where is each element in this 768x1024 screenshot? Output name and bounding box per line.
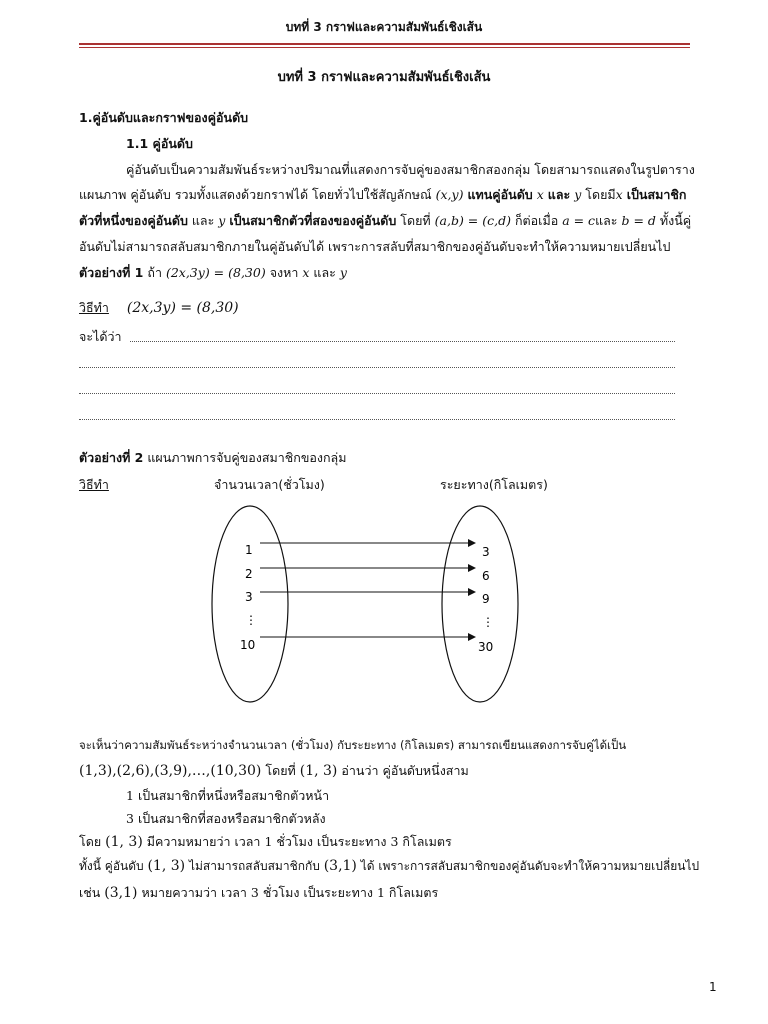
subsection-heading: 1.1 คู่อันดับ [126,136,193,151]
para-line-2: แผนภาพ คู่อันดับ รวมทั้งแสดงด้วยกราฟได้ โดยทั่วไปใช้สัญลักษณ์ (x,y) แทนคู่อันดับ x และ y โดยมีx เป็นสมาชิก [79,187,687,202]
para-line-4: อันดับไม่สามารถสลับสมาชิกภายในคู่อันดับได้ เพราะการสลับที่สมาชิกของคู่อันดับจะทำให้ความหมายเปลี่ยนไป [79,239,671,254]
explain-line-3: 1 เป็นสมาชิกที่หนึ่งหรือสมาชิกตัวหน้า [126,788,330,803]
left-set-title: จำนวนเวลา(ชั่วโมง) [214,477,325,492]
left-item: ⋮ [245,613,257,627]
answer-line-3 [79,393,675,394]
right-item: 30 [478,640,494,654]
section-heading: 1.คู่อันดับและกราฟของคู่อันดับ [79,110,249,125]
right-item: 3 [482,545,490,559]
para-line-3: ตัวที่หนึ่งของคู่อันดับ และ y เป็นสมาชิกตัวที่สองของคู่อันดับ โดยที่ (a,b) = (c,d) ก็ต่อเมื่อ a = cและ b = d ทั้งนี้คู่ [79,213,692,228]
example-1-method: วิธีทำ (2x,3y) = (8,30) [79,300,239,316]
right-set-title: ระยะทาง(กิโลเมตร) [440,477,548,492]
left-set-ellipse [212,506,288,702]
explain-line-1: จะเห็นว่าความสัมพันธ์ระหว่างจำนวนเวลา (ชั่วโมง) กับระยะทาง (กิโลเมตร) สามารถเขียนแสดงการจับคู่ได้เป็น [79,738,627,752]
header-rule [79,43,690,45]
page-title: บทที่ 3 กราฟและความสัมพันธ์เชิงเส้น [277,70,491,85]
left-item: 2 [245,567,253,581]
right-set-ellipse [442,506,518,702]
left-item: 10 [240,638,256,652]
explain-line-6: ทั้งนี้ คู่อันดับ (1, 3) ไม่สามารถสลับสมาชิกกับ (3,1) ได้ เพราะการสลับสมาชิกของคู่อันดับจะทำให้ความหมายเปลี่ยนไป [79,858,700,874]
answer-line-2 [79,367,675,368]
answer-line-4 [79,419,675,420]
example-2: ตัวอย่างที่ 2 แผนภาพการจับคู่ของสมาชิกของกลุ่ม [79,450,347,465]
page-number: 1 [709,980,717,994]
left-item: 1 [245,543,253,557]
example-1-result-label: จะได้ว่า [79,329,122,344]
explain-line-7: เช่น (3,1) หมายความว่า เวลา 3 ชั่วโมง เป็นระยะทาง 1 กิโลเมตร [79,885,439,901]
right-item: ⋮ [482,615,494,629]
right-item: 9 [482,592,490,606]
example-2-method: วิธีทำ [79,477,109,492]
right-item: 6 [482,569,490,583]
explain-line-5: โดย (1, 3) มีความหมายว่า เวลา 1 ชั่วโมง เป็นระยะทาง 3 กิโลเมตร [79,834,452,850]
left-item: 3 [245,590,253,604]
header-rule-thin [79,47,690,48]
example-1: ตัวอย่างที่ 1 ถ้า (2x,3y) = (8,30) จงหา x และ y [79,265,347,280]
running-header: บทที่ 3 กราฟและความสัมพันธ์เชิงเส้น [285,20,483,34]
answer-line-1 [130,341,675,342]
explain-line-2: (1,3),(2,6),(3,9),…,(10,30) โดยที่ (1, 3) อ่านว่า คู่อันดับหนึ่งสาม [79,763,469,779]
explain-line-4: 3 เป็นสมาชิกที่สองหรือสมาชิกตัวหลัง [126,811,326,826]
mapping-diagram [200,500,540,710]
para-line-1: คู่อันดับเป็นความสัมพันธ์ระหว่างปริมาณที่แสดงการจับคู่ของสมาชิกสองกลุ่ม โดยสามารถแสดงในรูปตาราง [126,162,695,177]
